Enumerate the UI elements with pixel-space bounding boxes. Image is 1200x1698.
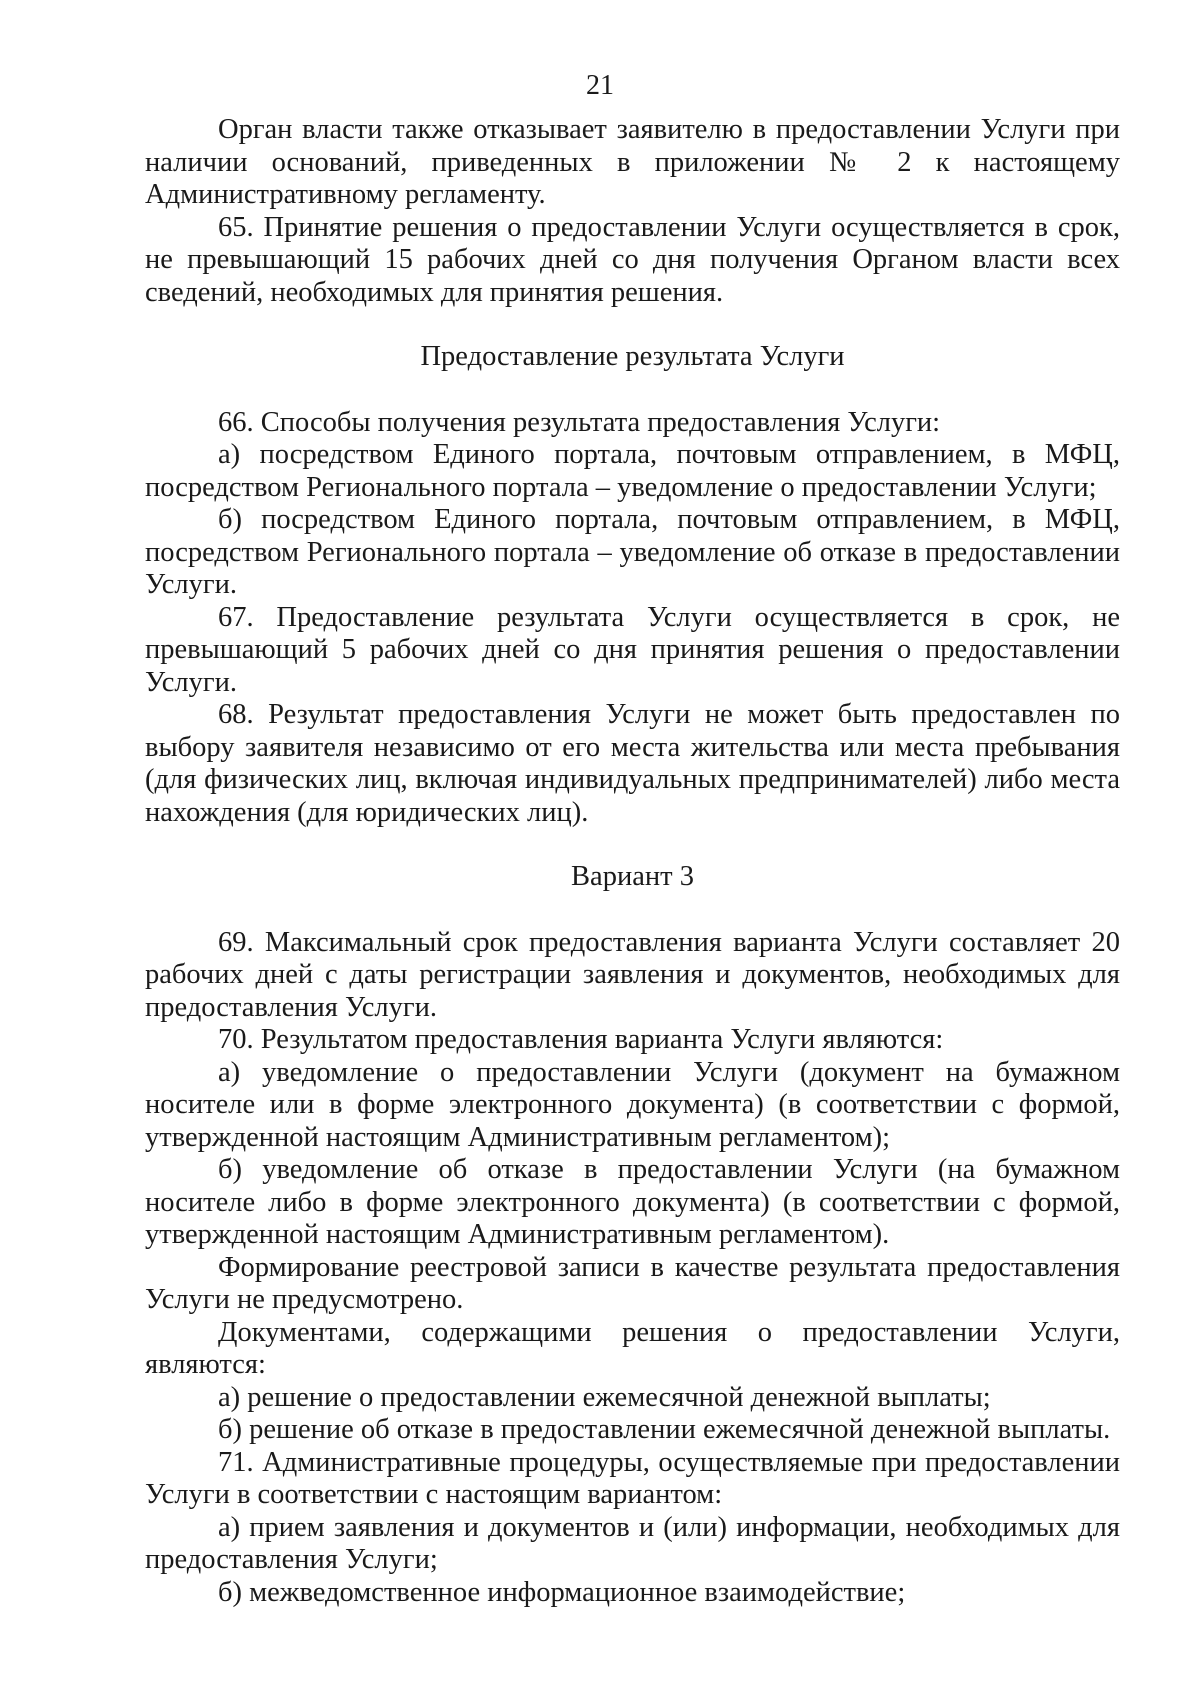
paragraph: а) уведомление о предоставлении Услуги (документ на бумажном носителе или в форме электронного документа) (в соответствии с формой, утвержденной настоящим Административным регламентом); (145, 1056, 1120, 1153)
paragraph: 68. Результат предоставления Услуги не может быть предоставлен по выбору заявителя независимо от его места жительства или места пребывания (для физических лиц, включая индивидуальных предпринимателей) либо места нахождения (для юридических лиц). (145, 699, 1120, 828)
section-heading: Предоставление результата Услуги (420, 341, 845, 372)
paragraph: 71. Административные процедуры, осуществляемые при предоставлении Услуги в соответствии с настоящим вариантом: (145, 1446, 1120, 1510)
paragraph: Документами, содержащими решения о предоставлении Услуги, являются: (145, 1316, 1120, 1380)
paragraph: а) решение о предоставлении ежемесячной денежной выплаты; (218, 1381, 991, 1413)
paragraph: 70. Результатом предоставления варианта Услуги являются: (218, 1024, 944, 1055)
paragraph: Формирование реестровой записи в качестве результата предоставления Услуги не предусмотрено. (145, 1251, 1120, 1315)
document-body (145, 114, 1120, 1609)
paragraph: Орган власти также отказывает заявителю в предоставлении Услуги при наличии оснований, приведенных в приложении № 2 к настоящему Административному регламенту. (145, 114, 1120, 210)
paragraph: 66. Способы получения результата предоставления Услуги: (218, 406, 941, 438)
paragraph: а) посредством Единого портала, почтовым отправлением, в МФЦ, посредством Регионального портала – уведомление о предоставлении Услуги; (145, 439, 1120, 503)
paragraph: а) прием заявления и документов и (или) информации, необходимых для предоставления Услуги; (145, 1511, 1120, 1575)
paragraph: 65. Принятие решения о предоставлении Услуги осуществляется в срок, не превышающий 15 рабочих дней со дня получения Органом власти всех сведений, необходимых для принятия решения. (145, 211, 1120, 308)
paragraph: 67. Предоставление результата Услуги осуществляется в срок, не превышающий 5 рабочих дней со дня принятия решения о предоставлении Услуги. (145, 601, 1120, 698)
paragraph: б) уведомление об отказе в предоставлении Услуги (на бумажном носителе либо в форме электронного документа) (в соответствии с формой, утвержденной настоящим Административным регламентом). (145, 1154, 1120, 1250)
page-number: 21 (586, 70, 614, 101)
section-heading: Вариант 3 (571, 861, 694, 892)
paragraph: б) решение об отказе в предоставлении ежемесячной денежной выплаты. (218, 1414, 1111, 1445)
paragraph: 69. Максимальный срок предоставления варианта Услуги составляет 20 рабочих дней с даты регистрации заявления и документов, необходимых для предоставления Услуги. (145, 926, 1120, 1023)
paragraph: б) межведомственное информационное взаимодействие; (218, 1576, 906, 1608)
paragraph: б) посредством Единого портала, почтовым отправлением, в МФЦ, посредством Регионального портала – уведомление об отказе в предоставлении Услуги. (145, 504, 1120, 600)
